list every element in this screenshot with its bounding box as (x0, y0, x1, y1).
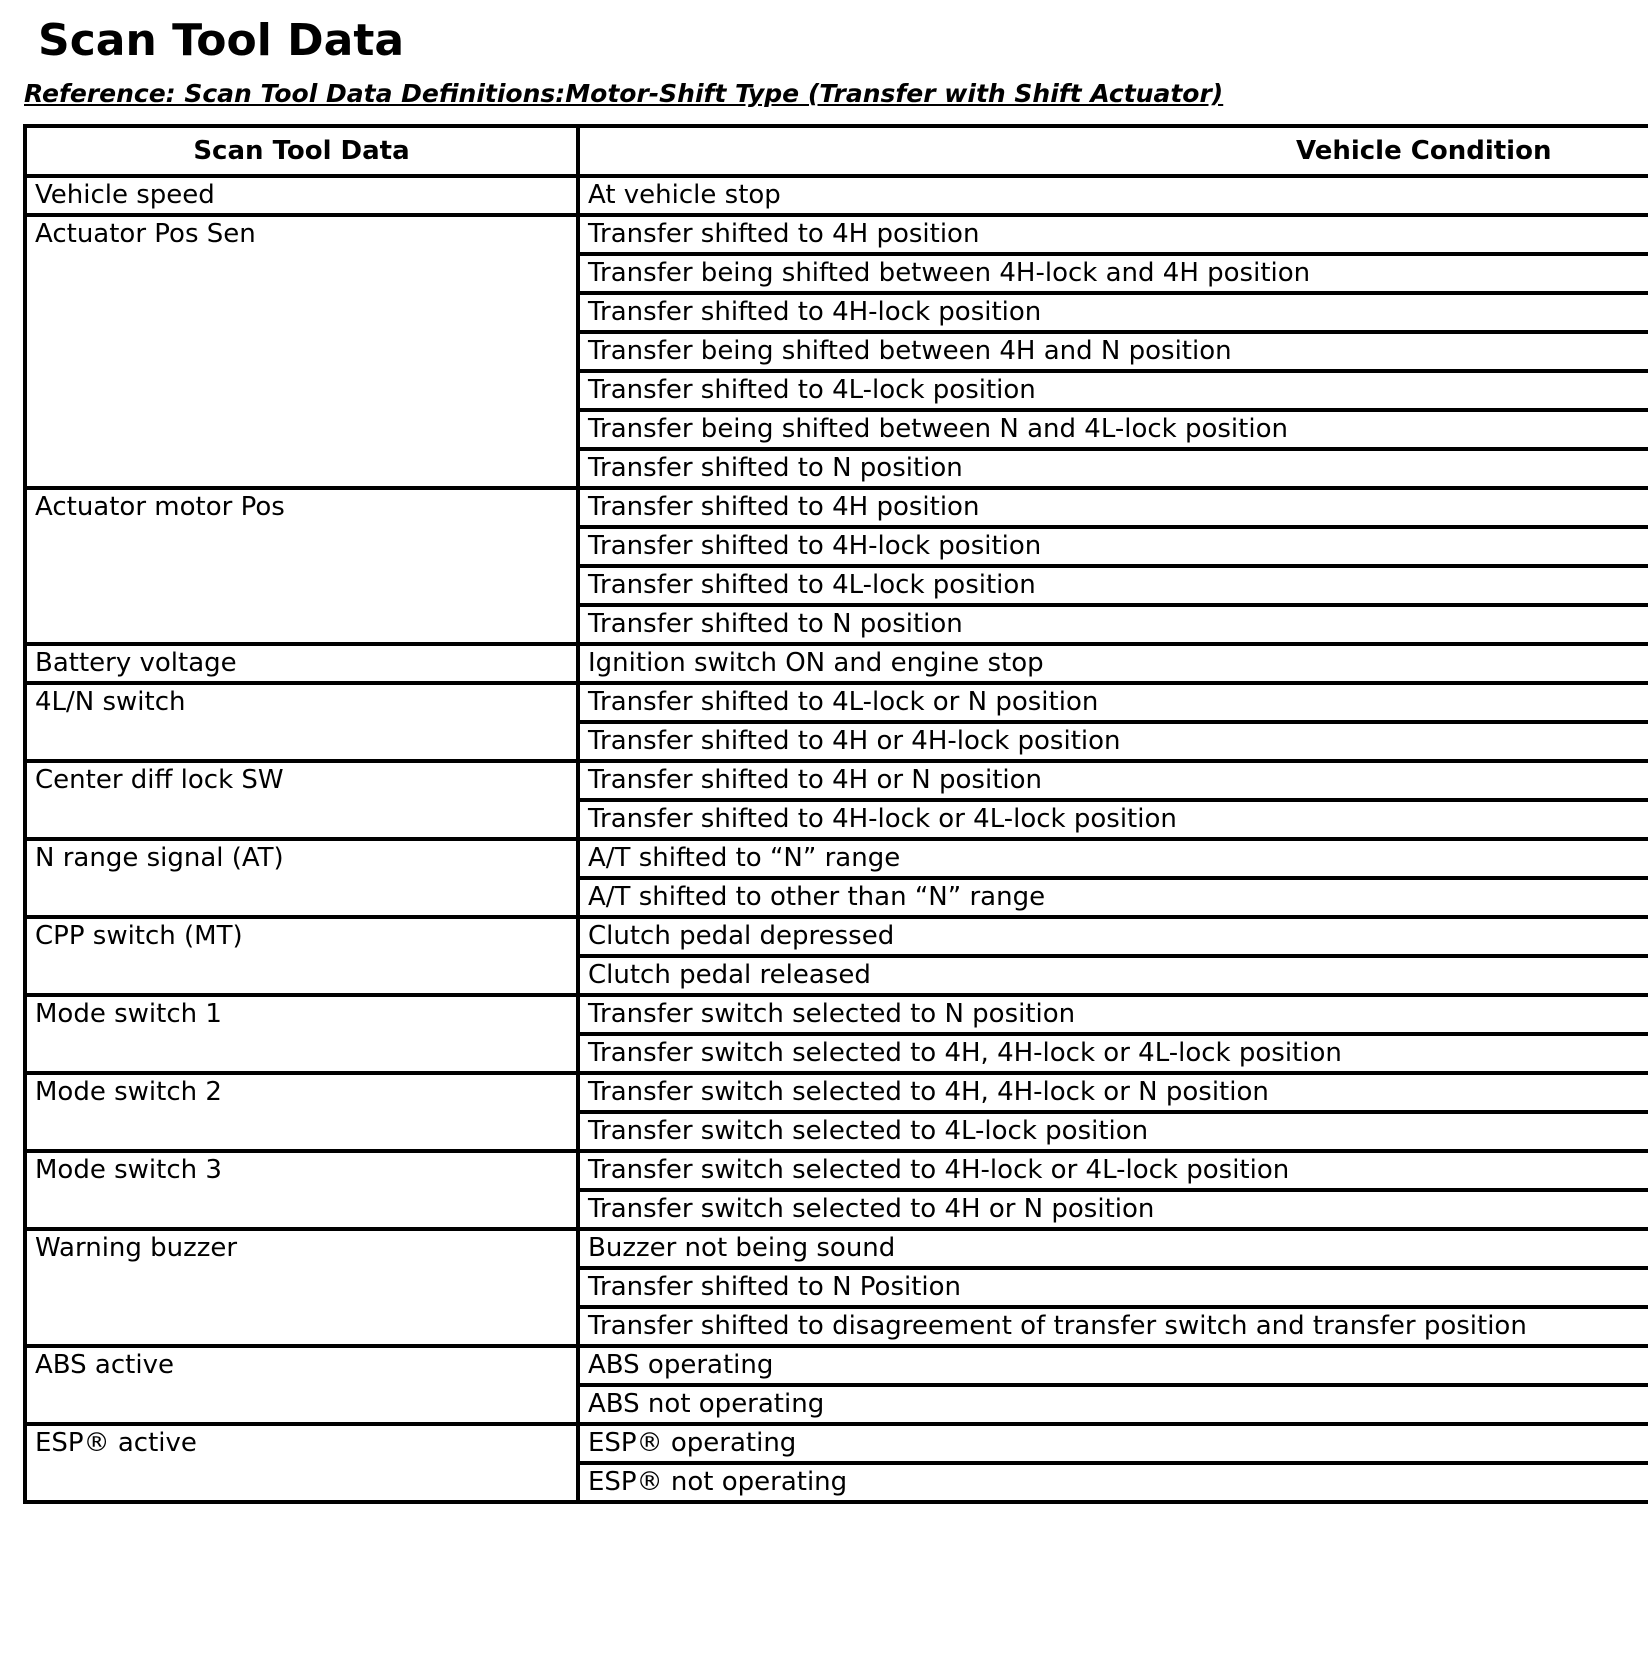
vehicle-condition: Transfer switch selected to 4H, 4H-lock or N position (578, 1073, 1648, 1112)
vehicle-condition: Transfer being shifted between 4H-lock and 4H position (578, 254, 1648, 293)
header-vehicle-condition: Vehicle Condition (578, 126, 1648, 176)
vehicle-condition: Transfer shifted to 4L-lock position (578, 371, 1648, 410)
header-scan-tool-data: Scan Tool Data (25, 126, 578, 176)
vehicle-condition: Transfer shifted to 4H position (578, 488, 1648, 527)
table-row (25, 1424, 1648, 1463)
vehicle-condition: Transfer shifted to N position (578, 449, 1648, 488)
table-header (25, 126, 1648, 176)
table-row (25, 917, 1648, 956)
table-row (25, 488, 1648, 527)
table-row (25, 644, 1648, 683)
vehicle-condition: Transfer shifted to N position (578, 605, 1648, 644)
scan-tool-item: Mode switch 2 (25, 1073, 578, 1151)
vehicle-condition: At vehicle stop (578, 176, 1648, 215)
vehicle-condition: Transfer switch selected to 4H, 4H-lock or 4L-lock position (578, 1034, 1648, 1073)
table-row (25, 1346, 1648, 1385)
vehicle-condition: Transfer shifted to 4L-lock or N position (578, 683, 1648, 722)
vehicle-condition: Transfer shifted to 4H-lock or 4L-lock position (578, 800, 1648, 839)
vehicle-condition: Transfer shifted to 4H position (578, 215, 1648, 254)
table-row (25, 1151, 1648, 1190)
vehicle-condition: Transfer shifted to 4H-lock position (578, 293, 1648, 332)
scan-tool-item: N range signal (AT) (25, 839, 578, 917)
vehicle-condition: Transfer shifted to 4H-lock position (578, 527, 1648, 566)
scan-tool-data-table (23, 124, 1648, 1504)
vehicle-condition: ABS operating (578, 1346, 1648, 1385)
vehicle-condition: Transfer shifted to 4H or 4H-lock position (578, 722, 1648, 761)
vehicle-condition: Ignition switch ON and engine stop (578, 644, 1648, 683)
table-row (25, 176, 1648, 215)
vehicle-condition: Transfer being shifted between 4H and N position (578, 332, 1648, 371)
vehicle-condition: A/T shifted to “N” range (578, 839, 1648, 878)
reference-heading: Reference: Scan Tool Data Definitions:Motor-Shift Type (Transfer with Shift Actuator) (24, 79, 1224, 108)
scan-tool-item: Warning buzzer (25, 1229, 578, 1346)
scan-tool-item: Actuator Pos Sen (25, 215, 578, 488)
table-row (25, 1229, 1648, 1268)
scan-tool-item: Battery voltage (25, 644, 578, 683)
scan-tool-item: Mode switch 3 (25, 1151, 578, 1229)
scan-tool-item: Actuator motor Pos (25, 488, 578, 644)
vehicle-condition: A/T shifted to other than “N” range (578, 878, 1648, 917)
scan-tool-item: Mode switch 1 (25, 995, 578, 1073)
table-row (25, 1073, 1648, 1112)
vehicle-condition: Transfer switch selected to 4H or N position (578, 1190, 1648, 1229)
scan-tool-item: Center diff lock SW (25, 761, 578, 839)
vehicle-condition: Clutch pedal released (578, 956, 1648, 995)
table-body (25, 176, 1648, 1502)
page-title: Scan Tool Data (38, 15, 405, 66)
vehicle-condition: Transfer shifted to N Position (578, 1268, 1648, 1307)
vehicle-condition: Transfer being shifted between N and 4L-lock position (578, 410, 1648, 449)
table-row (25, 995, 1648, 1034)
table-row (25, 839, 1648, 878)
scan-tool-item: ESP® active (25, 1424, 578, 1502)
vehicle-condition: Transfer switch selected to 4H-lock or 4L-lock position (578, 1151, 1648, 1190)
vehicle-condition: Transfer shifted to disagreement of transfer switch and transfer position (578, 1307, 1648, 1346)
vehicle-condition: ESP® operating (578, 1424, 1648, 1463)
vehicle-condition: ABS not operating (578, 1385, 1648, 1424)
vehicle-condition: Transfer shifted to 4H or N position (578, 761, 1648, 800)
header-row (25, 126, 1648, 176)
vehicle-condition: Transfer shifted to 4L-lock position (578, 566, 1648, 605)
vehicle-condition: Clutch pedal depressed (578, 917, 1648, 956)
scan-tool-item: Vehicle speed (25, 176, 578, 215)
table-row (25, 761, 1648, 800)
vehicle-condition: ESP® not operating (578, 1463, 1648, 1502)
table-row (25, 683, 1648, 722)
scan-tool-item: CPP switch (MT) (25, 917, 578, 995)
vehicle-condition: Buzzer not being sound (578, 1229, 1648, 1268)
vehicle-condition: Transfer switch selected to 4L-lock position (578, 1112, 1648, 1151)
scan-tool-item: 4L/N switch (25, 683, 578, 761)
table-row (25, 215, 1648, 254)
vehicle-condition: Transfer switch selected to N position (578, 995, 1648, 1034)
scan-tool-item: ABS active (25, 1346, 578, 1424)
